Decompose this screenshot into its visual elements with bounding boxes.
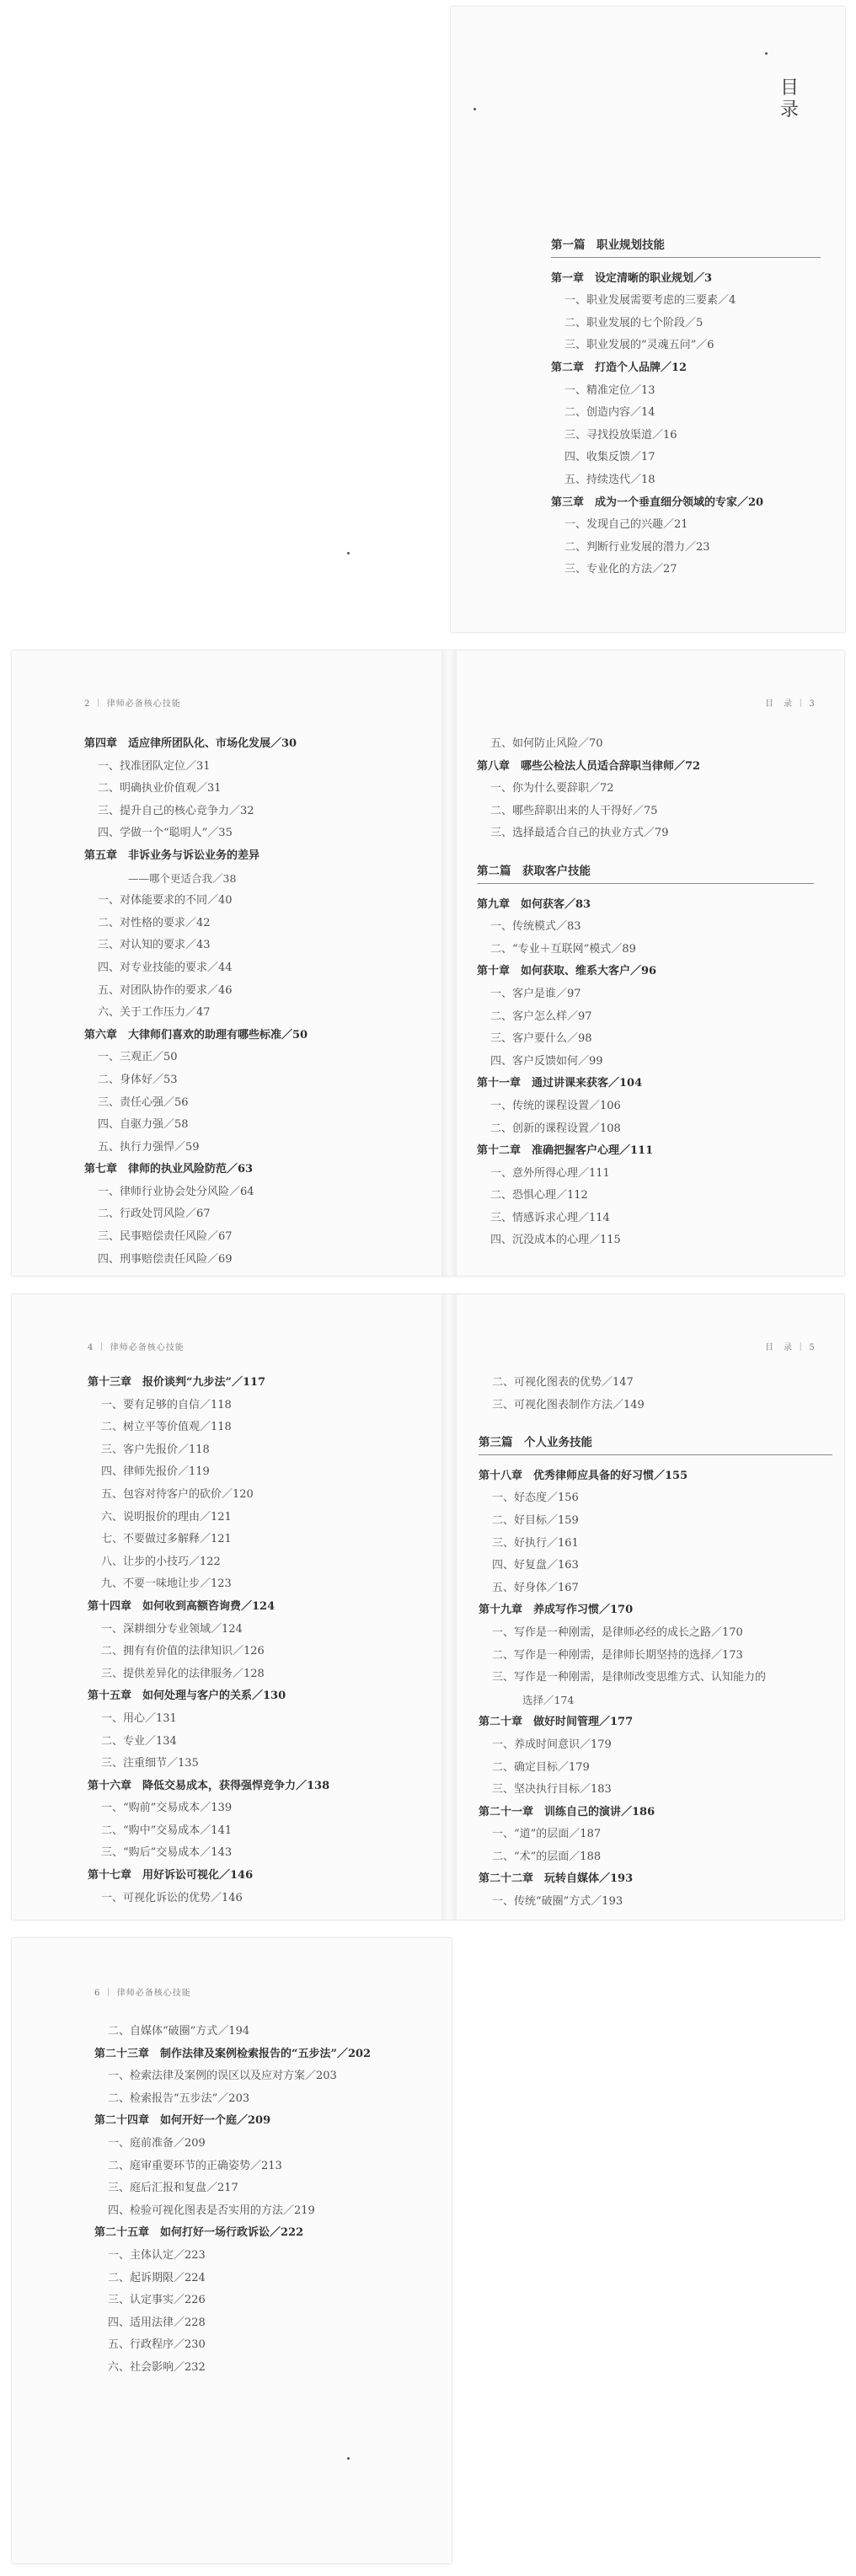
toc-entry: 一、职业发展需要考虑的三要素／4 [564, 294, 736, 308]
toc-entry: 二、可视化图表的优势／147 [492, 1376, 634, 1389]
toc-chapter: 第十六章 降低交易成本，获得强悍竞争力／138 [88, 1779, 330, 1792]
toc-entry: 五、执行力强悍／59 [98, 1140, 200, 1154]
toc-entry: 六、说明报价的理由／121 [101, 1510, 232, 1524]
toc-chapter: 第二十二章 玩转自媒体／193 [479, 1872, 634, 1886]
toc-chapter: 第六章 大律师们喜欢的助理有哪些标准／50 [84, 1028, 308, 1042]
toc-entry: 二、明确执业价值观／31 [98, 782, 222, 795]
page-3 [0, 1288, 856, 1926]
scan-speck [765, 52, 768, 55]
toc-entry: 四、检验可视化图表是否实用的方法／219 [108, 2204, 315, 2217]
toc-entry: 一、养成时间意识／179 [492, 1738, 612, 1751]
toc-entry: 八、让步的小技巧／122 [101, 1555, 221, 1568]
toc-entry: 三、可视化图表制作方法／149 [492, 1398, 645, 1411]
toc-list-left [84, 733, 430, 1271]
toc-entry: 一、“道”的层面／187 [492, 1828, 602, 1841]
toc-entry: 一、深耕细分专业领域／124 [101, 1622, 243, 1636]
toc-entry: 一、用心／131 [101, 1711, 177, 1725]
toc-chapter: 第九章 如何获客／83 [477, 897, 591, 911]
toc-chapter: 第十三章 报价谈判“九步法”／117 [88, 1376, 266, 1389]
toc-part: 第一篇 职业规划技能 [551, 234, 821, 258]
toc-entry: 一、律师行业协会处分风险／64 [98, 1185, 254, 1198]
toc-entry: 四、刑事赔偿责任风险／69 [98, 1252, 233, 1266]
toc-entry: 二、职业发展的七个阶段／5 [564, 316, 704, 329]
toc-entry: 四、沉没成本的心理／115 [490, 1234, 621, 1247]
toc-entry: 三、提供差异化的法律服务／128 [101, 1667, 265, 1680]
toc-entry: 二、“术”的层面／188 [492, 1850, 602, 1863]
toc-entry: 一、传统模式／83 [490, 920, 581, 934]
toc-entry: 一、可视化诉讼的优势／146 [101, 1891, 243, 1904]
toc-entry: 一、找准团队定位／31 [98, 759, 211, 773]
toc-entry: 一、客户是谁／97 [490, 987, 581, 1000]
running-header-right: 目 录 ｜ 3 [765, 699, 816, 709]
page-4 [0, 1931, 856, 2570]
toc-entry: 二、创造内容／14 [564, 406, 655, 420]
toc-chapter: 第二十一章 训练自己的演讲／186 [479, 1805, 655, 1818]
toc-entry: 一、好态度／156 [492, 1492, 579, 1505]
scan-speck [347, 552, 350, 554]
toc-chapter: 第二十三章 制作法律及案例检索报告的“五步法”／202 [94, 2047, 372, 2060]
toc-entry: 二、确定目标／179 [492, 1760, 590, 1774]
toc-entry: 三、选择最适合自己的执业方式／79 [490, 827, 669, 840]
toc-entry: 五、好身体／167 [492, 1581, 579, 1594]
toc-chapter: 第二十章 做好时间管理／177 [479, 1716, 634, 1729]
toc-entry: 五、如何防止风险／70 [490, 737, 603, 750]
toc-chapter: 第二十五章 如何打好一场行政诉讼／222 [94, 2226, 304, 2240]
toc-chapter: 第十五章 如何处理与客户的关系／130 [88, 1690, 286, 1703]
toc-entry: 九、不要一味地让步／123 [101, 1577, 232, 1591]
toc-entry: 三、提升自己的核心竞争力／32 [98, 804, 254, 817]
toc-entry: 二、“专业＋互联网”模式／89 [490, 942, 636, 956]
toc-entry: 二、写作是一种刚需，是律师长期坚持的选择／173 [492, 1648, 743, 1662]
toc-entry: 二、身体好／53 [98, 1073, 178, 1086]
toc-entry: 五、行政程序／230 [108, 2338, 206, 2352]
toc-entry: 二、专业／134 [101, 1734, 177, 1748]
toc-entry: 三、庭后汇报和复盘／217 [108, 2182, 238, 2195]
toc-entry: 五、包容对待客户的砍价／120 [101, 1487, 254, 1501]
page-2 [0, 644, 856, 1283]
toc-chapter: 第十二章 准确把握客户心理／111 [477, 1144, 654, 1158]
toc-entry: 六、社会影响／232 [108, 2360, 206, 2374]
toc-entry: 三、认定事实／226 [108, 2294, 206, 2307]
toc-entry: 一、“购前”交易成本／139 [101, 1802, 233, 1815]
running-header-left: 2 ｜ 律师必备核心技能 [84, 699, 181, 709]
toc-chapter: 第十一章 通过讲课来获客／104 [477, 1077, 643, 1090]
toc-entry: 二、恐惧心理／112 [490, 1189, 588, 1202]
toc-list-left [94, 2021, 440, 2380]
spacer [477, 845, 814, 860]
toc-entry: 二、树立平等价值观／118 [101, 1421, 232, 1434]
toc-entry: 四、好复盘／163 [492, 1559, 579, 1572]
scan-speck [473, 108, 476, 110]
toc-chapter: 第四章 适应律所团队化、市场化发展／30 [84, 737, 297, 750]
toc-part: 第三篇 个人业务技能 [479, 1432, 832, 1455]
toc-entry: 一、发现自己的兴趣／21 [564, 518, 688, 532]
toc-entry: 四、适用法律／228 [108, 2316, 206, 2329]
toc-entry: 二、对性格的要求／42 [98, 916, 211, 929]
toc-entry: 三、对认知的要求／43 [98, 939, 211, 952]
toc-entry: 二、庭审重要环节的正确姿势／213 [108, 2159, 282, 2172]
toc-list-left [88, 1372, 433, 1909]
toc-list-right [477, 733, 814, 1252]
toc-entry: 二、起诉期限／224 [108, 2271, 206, 2284]
toc-chapter: 第一章 设定清晰的职业规划／3 [551, 271, 713, 285]
toc-entry: 二、检索报告“五步法”／203 [108, 2091, 250, 2105]
toc-entry: 一、庭前准备／209 [108, 2136, 206, 2150]
toc-entry: 四、对专业技能的要求／44 [98, 961, 233, 974]
toc-entry: 三、客户先报价／118 [101, 1443, 210, 1456]
toc-entry: 二、自媒体“破圈”方式／194 [108, 2025, 250, 2038]
toc-entry: 三、好执行／161 [492, 1536, 579, 1550]
toc-entry: 三、坚决执行目标／183 [492, 1783, 612, 1797]
toc-entry: 二、哪些辞职出来的人干得好／75 [490, 804, 658, 817]
running-header-left: 4 ｜ 律师必备核心技能 [88, 1343, 185, 1352]
toc-chapter: 第七章 律师的执业风险防范／63 [84, 1163, 254, 1176]
toc-entry: ——哪个更适合我／38 [128, 871, 237, 885]
toc-entry: 一、对体能要求的不同／40 [98, 894, 233, 908]
toc-chapter: 第十八章 优秀律师应具备的好习惯／155 [479, 1469, 688, 1482]
toc-list-right [479, 1372, 832, 1914]
toc-entry: 三、情感诉求心理／114 [490, 1211, 610, 1224]
toc-chapter: 第八章 哪些公检法人员适合辞职当律师／72 [477, 759, 701, 773]
toc-entry: 二、行政处罚风险／67 [98, 1208, 211, 1221]
toc-entry: 五、持续迭代／18 [564, 473, 655, 486]
toc-chapter: 第十章 如何获取、维系大客户／96 [477, 965, 657, 978]
toc-entry: 一、检索法律及案例的误区以及应对方案／203 [108, 2070, 337, 2083]
toc-chapter: 第二章 打造个人品牌／12 [551, 361, 687, 374]
book-gutter [441, 651, 457, 1276]
toc-part: 第二篇 获取客户技能 [477, 860, 814, 884]
toc-entry: 四、收集反馈／17 [564, 451, 655, 464]
toc-entry: 二、好目标／159 [492, 1513, 579, 1527]
toc-chapter: 第五章 非诉业务与诉讼业务的差异 [84, 849, 260, 862]
toc-entry: 一、意外所得心理／111 [490, 1166, 610, 1180]
contents-title-char: 目 [780, 78, 800, 99]
toc-chapter: 第十七章 用好诉讼可视化／146 [88, 1869, 254, 1882]
toc-entry: 一、主体认定／223 [108, 2248, 206, 2262]
toc-entry: 四、自驱力强／58 [98, 1118, 189, 1132]
toc-chapter: 第二十四章 如何开好一个庭／209 [94, 2114, 271, 2128]
toc-entry: 四、律师先报价／119 [101, 1465, 210, 1479]
spacer [479, 1417, 832, 1432]
page-1 [0, 0, 856, 639]
toc-entry: 四、客户反馈如何／99 [490, 1054, 603, 1068]
toc-entry: 二、创新的课程设置／108 [490, 1122, 621, 1135]
running-header-left: 6 ｜ 律师必备核心技能 [94, 1989, 191, 1998]
toc-entry: 三、民事赔偿责任风险／67 [98, 1230, 233, 1244]
toc-entry: 三、写作是一种刚需，是律师改变思维方式、认知能力的 [492, 1671, 767, 1684]
toc-entry: 三、责任心强／56 [98, 1095, 189, 1109]
toc-entry: 二、客户怎么样／97 [490, 1010, 592, 1023]
toc-entry: 一、三观正／50 [98, 1051, 178, 1064]
toc-entry: 二、拥有有价值的法律知识／126 [101, 1645, 265, 1658]
toc-list [551, 234, 821, 581]
toc-entry: 三、客户要什么／98 [490, 1032, 592, 1046]
toc-entry: 一、写作是一种刚需，是律师必经的成长之路／170 [492, 1625, 743, 1639]
running-header-right: 目 录 ｜ 5 [765, 1343, 816, 1352]
toc-entry: 三、专业化的方法／27 [564, 563, 677, 576]
toc-entry: 二、判断行业发展的潜力／23 [564, 540, 710, 554]
toc-entry: 七、不要做过多解释／121 [101, 1533, 232, 1546]
book-gutter [441, 1294, 457, 1920]
toc-entry: 一、你为什么要辞职／72 [490, 782, 614, 795]
toc-entry: 二、“购中”交易成本／141 [101, 1824, 233, 1837]
toc-entry: 一、精准定位／13 [564, 383, 655, 397]
toc-entry: 三、职业发展的“灵魂五问”／6 [564, 339, 714, 352]
toc-chapter: 第十九章 养成写作习惯／170 [479, 1604, 634, 1617]
contents-title-char: 录 [780, 99, 800, 120]
toc-entry: 一、传统“破圈”方式／193 [492, 1895, 623, 1909]
toc-entry: 六、关于工作压力／47 [98, 1006, 211, 1020]
contents-title [780, 78, 799, 121]
toc-entry: 三、寻找投放渠道／16 [564, 428, 677, 442]
toc-entry: 一、传统的课程设置／106 [490, 1099, 621, 1112]
toc-chapter: 第十四章 如何收到高额咨询费／124 [88, 1599, 276, 1613]
toc-entry: 三、注重细节／135 [101, 1757, 199, 1770]
scan-speck [347, 2457, 350, 2460]
toc-entry: 四、学做一个“聪明人”／35 [98, 827, 233, 840]
toc-entry: 三、“购后”交易成本／143 [101, 1846, 233, 1860]
toc-entry: 选择／174 [522, 1693, 575, 1706]
toc-chapter: 第三章 成为一个垂直细分领域的专家／20 [551, 495, 764, 509]
toc-entry: 五、对团队协作的要求／46 [98, 983, 233, 997]
toc-entry: 一、要有足够的自信／118 [101, 1398, 232, 1411]
